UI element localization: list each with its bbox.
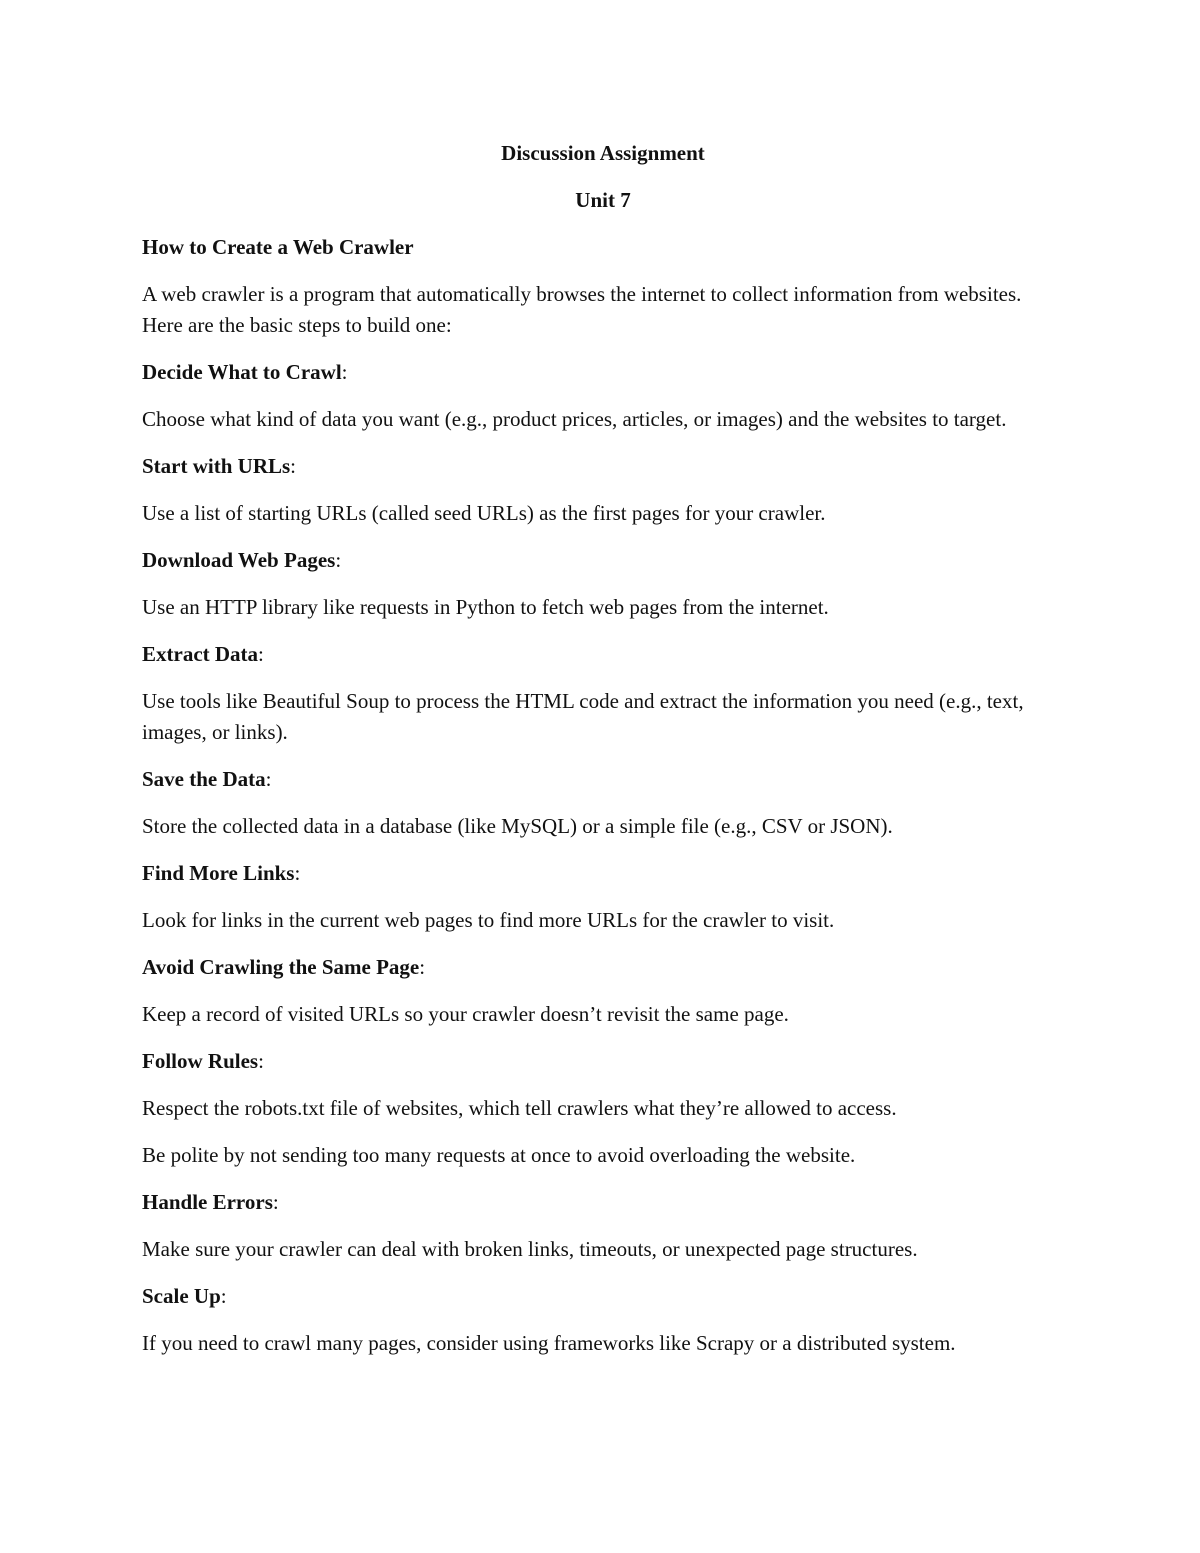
- section-heading: [142, 357, 1064, 388]
- section-heading-colon: :: [290, 454, 297, 478]
- section-heading-colon: :: [265, 767, 272, 791]
- section-heading-text: Decide What to Crawl: [142, 360, 342, 384]
- section-heading-colon: :: [220, 1284, 227, 1308]
- section-heading-colon: :: [272, 1190, 279, 1214]
- section-heading-text: Follow Rules: [142, 1049, 259, 1073]
- section-heading: [142, 764, 1064, 795]
- section-heading: [142, 858, 1064, 889]
- section-heading: [142, 952, 1064, 983]
- section-heading: [142, 1281, 1064, 1312]
- section-heading-text: Find More Links: [142, 861, 295, 885]
- section-paragraph: Be polite by not sending too many requests at once to avoid overloading the website.: [142, 1143, 856, 1167]
- section-paragraph: Store the collected data in a database (like MySQL) or a simple file (e.g., CSV or JSON).: [142, 814, 893, 838]
- section-paragraph: If you need to crawl many pages, consider using frameworks like Scrapy or a distributed system.: [142, 1331, 956, 1355]
- section-paragraph: Make sure your crawler can deal with broken links, timeouts, or unexpected page structures.: [142, 1237, 918, 1261]
- section-heading-colon: :: [294, 861, 301, 885]
- section-heading-colon: :: [419, 955, 426, 979]
- section-heading: [142, 639, 1064, 670]
- section-paragraph: Use an HTTP library like requests in Python to fetch web pages from the internet.: [142, 595, 829, 619]
- document-subtitle: Unit 7: [575, 188, 631, 212]
- section-heading-colon: :: [335, 548, 342, 572]
- document-body: [142, 138, 1064, 1375]
- section-paragraph: Use a list of starting URLs (called seed URLs) as the first pages for your crawler.: [142, 501, 826, 525]
- section-heading-text: Extract Data: [142, 642, 259, 666]
- section-heading: [142, 1187, 1064, 1218]
- section-heading-text: Scale Up: [142, 1284, 221, 1308]
- section-heading: [142, 545, 1064, 576]
- section-paragraph: Keep a record of visited URLs so your crawler doesn’t revisit the same page.: [142, 1002, 789, 1026]
- section-heading: [142, 1046, 1064, 1077]
- intro-paragraph: A web crawler is a program that automatically browses the internet to collect information from websites. Here are the basic steps to build one:: [142, 282, 1022, 337]
- section-heading-text: Handle Errors: [142, 1190, 273, 1214]
- main-heading: How to Create a Web Crawler: [142, 235, 414, 259]
- section-heading-colon: :: [341, 360, 348, 384]
- steps-list: [142, 357, 1064, 1359]
- section-heading-colon: :: [258, 642, 264, 666]
- section-heading: [142, 451, 1064, 482]
- section-heading-text: Avoid Crawling the Same Page: [142, 955, 420, 979]
- section-heading-text: Start with URLs: [142, 454, 291, 478]
- section-heading-text: Download Web Pages: [142, 548, 336, 572]
- section-paragraph: Use tools like Beautiful Soup to process the HTML code and extract the information you need (e.g., text, images, or links).: [142, 689, 1024, 744]
- section-paragraph: Look for links in the current web pages to find more URLs for the crawler to visit.: [142, 908, 835, 932]
- section-heading-colon: :: [258, 1049, 264, 1073]
- section-heading-text: Save the Data: [142, 767, 266, 791]
- section-paragraph: Choose what kind of data you want (e.g., product prices, articles, or images) and the websites to target.: [142, 407, 1007, 431]
- section-paragraph: Respect the robots.txt file of websites, which tell crawlers what they’re allowed to access.: [142, 1096, 897, 1120]
- document-title: Discussion Assignment: [501, 141, 705, 165]
